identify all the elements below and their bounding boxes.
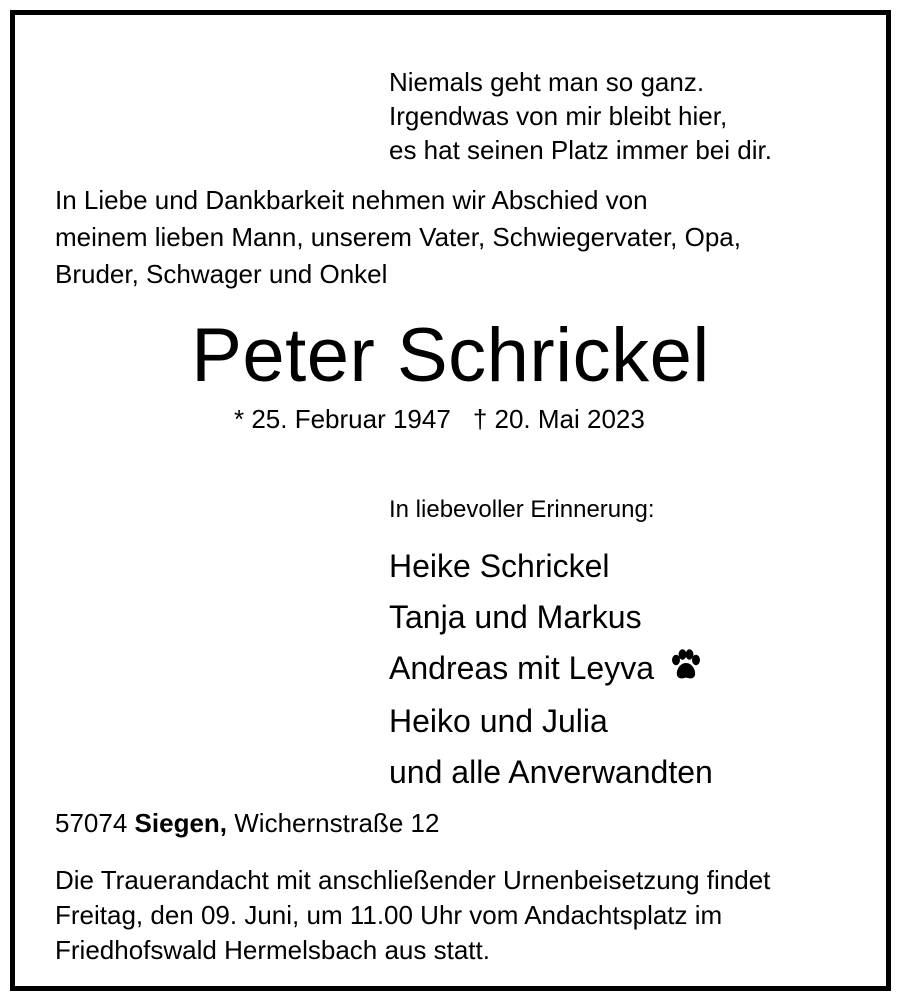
service-line: Freitag, den 09. Juni, um 11.00 Uhr vom Andachtsplatz im — [55, 900, 723, 930]
death-date: † 20. Mai 2023 — [472, 404, 645, 434]
birth-date: * 25. Februar 1947 — [234, 404, 451, 434]
service-line: Die Trauerandacht mit anschließender Urnenbeisetzung findet — [55, 865, 771, 895]
mourner-name: Heiko und Julia — [389, 703, 608, 739]
street: Wichernstraße 12 — [234, 808, 440, 838]
deceased-name: Peter Schrickel — [191, 313, 710, 398]
mourners-label: In liebevoller Erinnerung: — [389, 496, 655, 523]
poem — [389, 65, 772, 167]
poem-line: es hat seinen Platz immer bei dir. — [389, 135, 772, 165]
intro-line: In Liebe und Dankbarkeit nehmen wir Abschied von — [55, 185, 648, 215]
poem-line: Irgendwas von mir bleibt hier, — [389, 101, 728, 131]
intro-text — [55, 182, 741, 293]
service-info — [55, 863, 770, 968]
mourner-name: Tanja und Markus — [389, 599, 642, 635]
postcode: 57074 — [55, 808, 128, 838]
service-line: Friedhofswald Hermelsbach aus statt. — [55, 935, 490, 965]
paw-icon — [669, 645, 703, 696]
intro-line: meinem lieben Mann, unserem Vater, Schwiegervater, Opa, — [55, 222, 741, 252]
mourner-name: und alle Anverwandten — [389, 754, 713, 790]
poem-line: Niemals geht man so ganz. — [389, 67, 705, 97]
mourner-name: Heike Schrickel — [389, 548, 610, 584]
intro-line: Bruder, Schwager und Onkel — [55, 259, 388, 289]
notice-frame — [10, 10, 891, 991]
mourner-name: Andreas mit Leyva — [389, 650, 655, 686]
life-dates — [234, 402, 645, 436]
mourners-list — [389, 541, 713, 798]
city: Siegen, — [134, 808, 228, 838]
address — [55, 806, 439, 840]
mourner-name-with-pet — [389, 643, 713, 696]
